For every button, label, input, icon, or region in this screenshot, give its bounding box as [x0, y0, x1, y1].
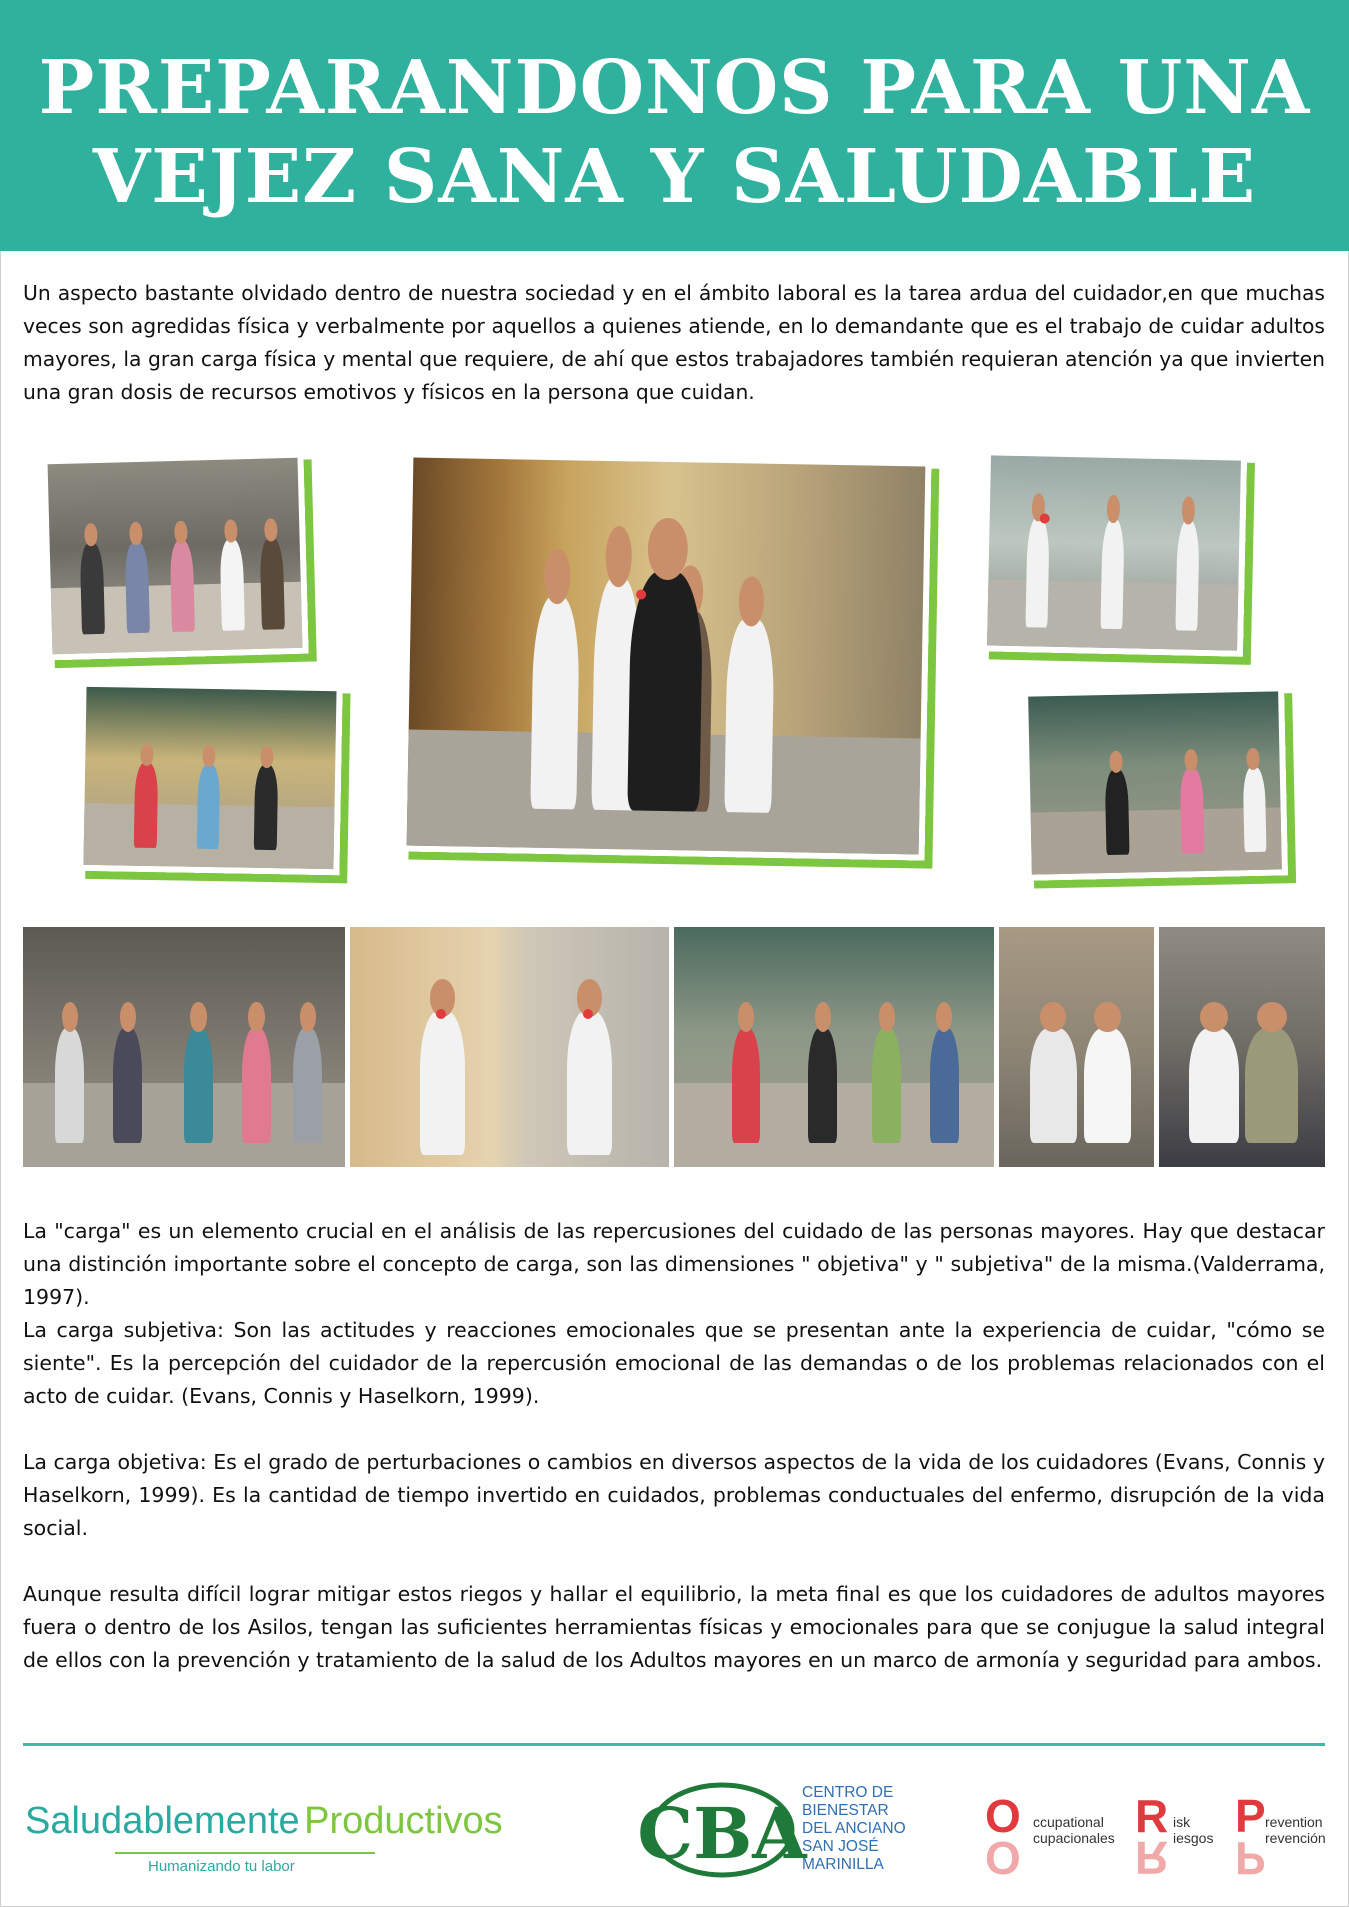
- footer-divider: [23, 1743, 1325, 1746]
- logo-word-productivos: Productivos: [304, 1800, 503, 1842]
- photo-exercise-group-1: [41, 452, 308, 661]
- photo-strip-caregivers-clown-nose: [350, 927, 669, 1167]
- photo-gym-exercise-2: [1022, 685, 1288, 880]
- carga-paragraph: La "carga" es un elemento crucial en el análisis de las repercusiones del cuidado de las personas mayores. Hay que destacar una distinción importante sobre el concepto de carga, son las dimensiones " objetiva" y " subjetiva" de la misma.(Valderrama, 1997).: [23, 1219, 1325, 1309]
- orp-letter-r: R: [1135, 1790, 1169, 1842]
- photo-strip-transfer-1: [999, 927, 1154, 1167]
- logo-tagline-rule: [115, 1852, 375, 1854]
- cba-name-line: MARINILLA: [802, 1856, 884, 1873]
- photo-hallway-exercise: [401, 451, 932, 860]
- orp-ocupacionales: cupacionales: [1033, 1830, 1115, 1846]
- orp-occupational: ccupational: [1033, 1814, 1104, 1830]
- orp-prevencion: revención: [1265, 1830, 1326, 1846]
- cba-mark-icon: [637, 1780, 807, 1880]
- saludablemente-productivos-logo: [25, 1800, 585, 1890]
- title-banner: [0, 0, 1349, 251]
- cba-name: [802, 1784, 906, 1874]
- orp-letter-r-mirror: R: [1135, 1832, 1169, 1884]
- logo-tagline: Humanizando tu labor: [148, 1858, 295, 1875]
- photo-strip-group-exercise: [23, 927, 345, 1167]
- poster-title-line1: PREPARANDONOS PARA UNA: [38, 45, 1311, 131]
- orp-letter-p-mirror: P: [1235, 1832, 1266, 1884]
- cba-name-line: CENTRO DE: [802, 1784, 894, 1801]
- conclusion-paragraph: Aunque resulta difícil lograr mitigar estos riegos y hallar el equilibrio, la meta final es que los cuidadores de adultos mayores fuera o dentro de los Asilos, tengan las suficientes herramientas físicas y emocionales para que se conjugue la salud integral de ellos con la prevención y tratamiento de la salud de los Adultos mayores en un marco de armonía y seguridad para ambos.: [23, 1582, 1325, 1672]
- cba-name-line: BIENESTAR: [802, 1802, 889, 1819]
- orp-risk: isk: [1173, 1814, 1191, 1830]
- photo-caregivers-room: [981, 449, 1247, 656]
- cba-name-line: DEL ANCIANO: [802, 1820, 906, 1837]
- cba-name-line: SAN JOSÉ: [802, 1838, 879, 1855]
- photo-gym-exercise-1: [77, 681, 342, 876]
- poster-title-line2: VEJEZ SANA Y SALUDABLE: [92, 134, 1257, 220]
- carga-subjetiva-paragraph: La carga subjetiva: Son las actitudes y reacciones emocionales que se presentan ante la experiencia de cuidar, "cómo se siente". Es la percepción del cuidador de la repercusión emocional de las demandas o de los problemas relacionados con el acto de cuidar. (Evans, Connis y Haselkorn, 1999).: [23, 1318, 1325, 1408]
- intro-paragraph: Un aspecto bastante olvidado dentro de nuestra sociedad y en el ámbito laboral es la tarea ardua del cuidador,en que muchas veces son agredidas física y verbalmente por aquellos a quienes atiende, en lo demandante que es el trabajo de cuidar adultos mayores, la gran carga física y mental que requiere, de ahí que estos trabajadores también requieran atención ya que invierten una gran dosis de recursos emotivos y físicos en la persona que cuidan.: [23, 281, 1325, 404]
- photo-strip-gym-line: [674, 927, 994, 1167]
- cba-logo: [637, 1780, 920, 1880]
- carga-objetiva-paragraph: La carga objetiva: Es el grado de perturbaciones o cambios en diversos aspectos de la vida de los cuidadores (Evans, Connis y Haselkorn, 1999). Es la cantidad de tiempo invertido en cuidados, problemas conductuales del enfermo, disrupción de la vida social.: [23, 1450, 1325, 1540]
- logo-word-saludablemente: Saludablemente: [25, 1800, 300, 1842]
- orp-letter-o-mirror: O: [985, 1832, 1021, 1884]
- photo-strip-transfer-2: [1159, 927, 1325, 1167]
- cba-mark-text: CBA: [637, 1792, 807, 1875]
- orp-logo: [985, 1790, 1330, 1888]
- orp-prevention: revention: [1265, 1814, 1323, 1830]
- orp-letter-o: O: [985, 1790, 1021, 1842]
- orp-letter-p: P: [1235, 1790, 1266, 1842]
- orp-riesgos: iesgos: [1173, 1830, 1214, 1846]
